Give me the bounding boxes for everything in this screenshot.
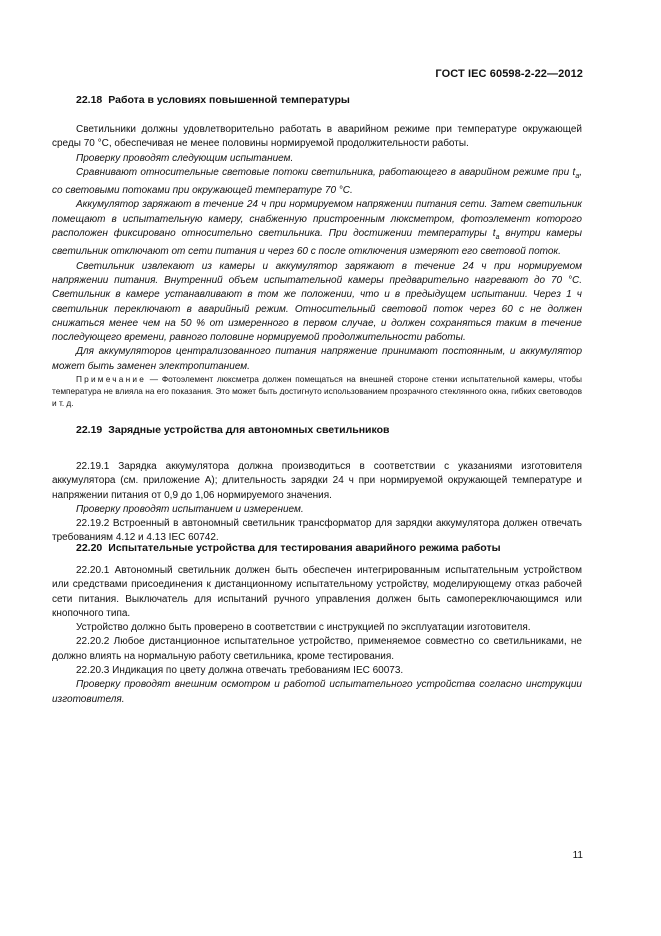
document-code: ГОСТ IEC 60598-2-22—2012	[435, 68, 583, 80]
note-text: — Фотоэлемент люксметра должен помещаться на внешней стороне стенки испытательной камеры, чтобы температура не влияла на его показания. Это может быть достигнуто использованием прозрачного стеклянного окна, гибких световодов и т. д.	[52, 374, 582, 408]
section-heading-22-18	[76, 94, 350, 106]
section-number: 22.19	[76, 424, 103, 436]
paragraph: Аккумулятор заряжают в течение 24 ч при нормируемом напряжении питания сети. Затем светильник помещают в испытательную камеру, снабженную пристроенным люксметром, фотоэлемент которого расположен фиксировано относительно светильника. При достижении температуры $t_a$ внутри камеры светильник отключают от сети питания и через 60 с после отключения измеряют его световой поток.	[52, 199, 582, 258]
paragraph: Светильники должны удовлетворительно работать в аварийном режиме при температуре окружающей среды 70 °С, обеспечивая не менее половины нормируемой продолжительности работы.	[52, 124, 582, 150]
section-title: Работа в условиях повышенной температуры	[108, 94, 350, 106]
section-title: Испытательные устройства для тестирования аварийного режима работы	[108, 542, 501, 554]
paragraph: 22.19.2 Встроенный в автономный светильник трансформатор для зарядки аккумулятора должен отвечать требованиям 4.12 и 4.13 IEC 60742.	[52, 518, 582, 544]
page-number: 11	[572, 850, 583, 861]
paragraph: Устройство должно быть проверено в соответствии с инструкцией по эксплуатации изготовителя.	[76, 622, 531, 634]
section-heading-22-20	[76, 542, 501, 554]
paragraph: 22.20.1 Автономный светильник должен быть обеспечен интегрированным испытательным устройством или средствами присоединения к дистанционному испытательному устройству, моделирующему отказ рабочей сети питания. Выключатель для испытаний ручного управления должен быть самопереключающимся или кнопочного типа.	[52, 565, 582, 619]
section-number: 22.20	[76, 542, 103, 554]
section-body-22-20	[52, 564, 582, 707]
note-label: Примечание	[76, 374, 147, 384]
section-body-22-18	[52, 123, 582, 374]
paragraph: 22.19.1 Зарядка аккумулятора должна производиться в соответствии с указаниями изготовителя аккумулятора (см. приложение А); длительность зарядки 24 ч при нормируемой окружающей температуре и напряжении питания от 0,9 до 1,06 нормируемого значения.	[52, 461, 582, 501]
paragraph: Светильник извлекают из камеры и аккумулятор заряжают в течение 24 ч при нормируемом напряжении питания. Внутренний объем испытательной камеры предварительно нагревают до 70 °С. Светильник в камере устанавливают в том же положении, что и в предыдущем испытании. Через 1 ч светильник переключают в аварийный режим. Относительный световой поток через 60 с не должен снижаться менее чем на 50 % от измеренного в первом случае, и должен сохраняться таким в течение последующего времени, равного половине нормируемой продолжительности работы.	[52, 260, 582, 344]
paragraph: 22.20.3 Индикация по цвету должна отвечать требованиям IEC 60073.	[76, 665, 404, 677]
section-title: Зарядные устройства для автономных светильников	[108, 424, 390, 436]
section-body-22-19	[52, 460, 582, 546]
paragraph: 22.20.2 Любое дистанционное испытательное устройство, применяемое совместно со светильниками, не должно влиять на нормальную работу светильника, кроме тестирования.	[52, 636, 582, 662]
paragraph: Проверку проводят внешним осмотром и работой испытательного устройства согласно инструкции изготовителя.	[52, 679, 582, 705]
section-number: 22.18	[76, 94, 103, 106]
section-heading-22-19	[76, 424, 390, 436]
note	[52, 373, 582, 409]
paragraph: Сравнивают относительные световые потоки светильника, работающего в аварийном режиме при $t_a$, со световыми потоками при окружающей температуре 70 °С.	[52, 166, 582, 197]
paragraph: Для аккумуляторов централизованного питания напряжение принимают постоянным, и аккумулятор может быть заменен электропитанием.	[52, 346, 582, 372]
paragraph: Проверку проводят следующим испытанием.	[76, 152, 294, 164]
paragraph: Проверку проводят испытанием и измерением.	[76, 503, 304, 515]
